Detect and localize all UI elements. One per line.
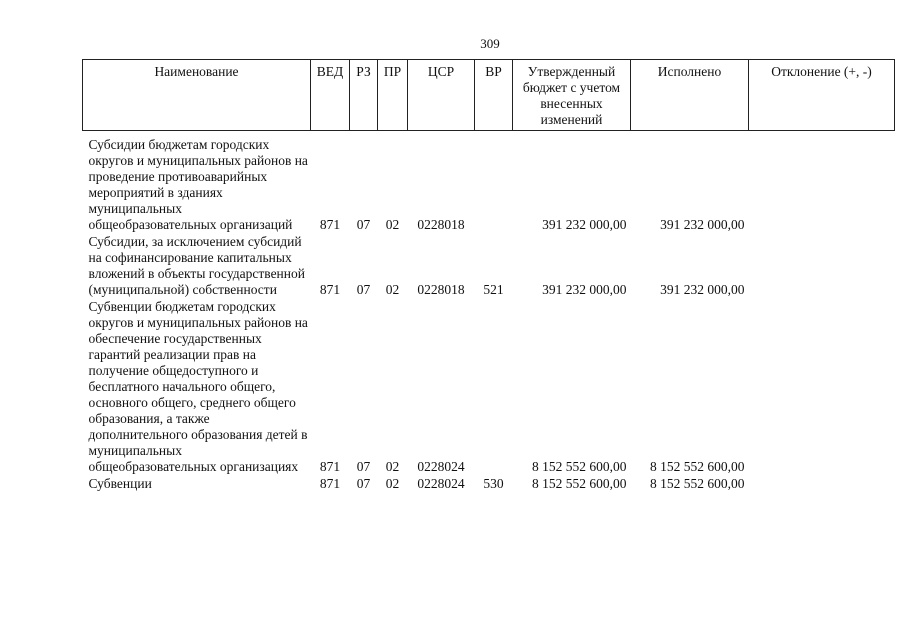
row-deviation xyxy=(749,131,895,235)
table-body xyxy=(83,131,895,494)
header-row xyxy=(83,60,895,131)
row-executed: 391 232 000,00 xyxy=(660,282,745,297)
row-vr xyxy=(475,299,513,476)
header-deviation: Отклонение (+, -) xyxy=(749,60,895,131)
row-csr: 0228018 xyxy=(417,282,465,297)
row-name: Субсидии бюджетам городских округов и муниципальных районов на проведение противоаварийных мероприятий в зданиях муниципальных общеобразовательных организаций xyxy=(88,137,308,232)
row-approved: 8 152 552 600,00 xyxy=(532,459,627,474)
row-csr: 0228024 xyxy=(417,459,465,474)
row-deviation xyxy=(749,234,895,299)
row-deviation xyxy=(749,476,895,493)
table-header xyxy=(83,60,895,131)
row-vr: 530 xyxy=(483,476,504,491)
row-executed: 8 152 552 600,00 xyxy=(650,459,745,474)
row-ved: 871 xyxy=(319,459,341,474)
row-pr: 02 xyxy=(385,476,400,491)
row-name: Субсидии, за исключением субсидий на софинансирование капитальных вложений в объекты государственной (муниципальной) собственности xyxy=(88,234,305,297)
row-pr: 02 xyxy=(385,217,400,232)
row-approved: 391 232 000,00 xyxy=(542,282,627,297)
row-ved: 871 xyxy=(319,217,341,232)
row-deviation xyxy=(749,299,895,476)
budget-execution-table xyxy=(82,59,895,493)
row-vr: 521 xyxy=(483,282,504,297)
header-pr: ПР xyxy=(378,60,408,131)
row-ved: 871 xyxy=(319,282,341,297)
row-rz: 07 xyxy=(356,476,371,491)
header-ved: ВЕД xyxy=(311,60,350,131)
table-row xyxy=(83,476,895,493)
header-vr: ВР xyxy=(475,60,513,131)
table-row xyxy=(83,131,895,235)
header-csr: ЦСР xyxy=(408,60,475,131)
row-name: Субвенции бюджетам городских округов и муниципальных районов на обеспечение государственных гарантий реализации прав на получение общедоступного и бесплатного начального общего, основного общего, среднего общего образования, а также дополнительного образования детей в муниципальных общеобразовательных организациях xyxy=(88,299,308,474)
row-vr xyxy=(475,131,513,235)
row-executed: 8 152 552 600,00 xyxy=(650,476,745,491)
table-row xyxy=(83,234,895,299)
row-rz: 07 xyxy=(356,459,371,474)
header-rz: РЗ xyxy=(350,60,378,131)
row-csr: 0228018 xyxy=(417,217,465,232)
row-ved: 871 xyxy=(319,476,341,491)
header-executed: Исполнено xyxy=(631,60,749,131)
row-rz: 07 xyxy=(356,217,371,232)
row-pr: 02 xyxy=(385,459,400,474)
row-executed: 391 232 000,00 xyxy=(660,217,745,232)
header-name: Наименование xyxy=(83,60,311,131)
row-csr: 0228024 xyxy=(417,476,465,491)
page-number: 309 xyxy=(480,36,500,51)
row-name: Субвенции xyxy=(88,476,152,491)
row-approved: 391 232 000,00 xyxy=(542,217,627,232)
table-row xyxy=(83,299,895,476)
row-approved: 8 152 552 600,00 xyxy=(532,476,627,491)
row-pr: 02 xyxy=(385,282,400,297)
header-approved: Утвержденный бюджет с учетом внесенных изменений xyxy=(513,60,631,131)
row-rz: 07 xyxy=(356,282,371,297)
